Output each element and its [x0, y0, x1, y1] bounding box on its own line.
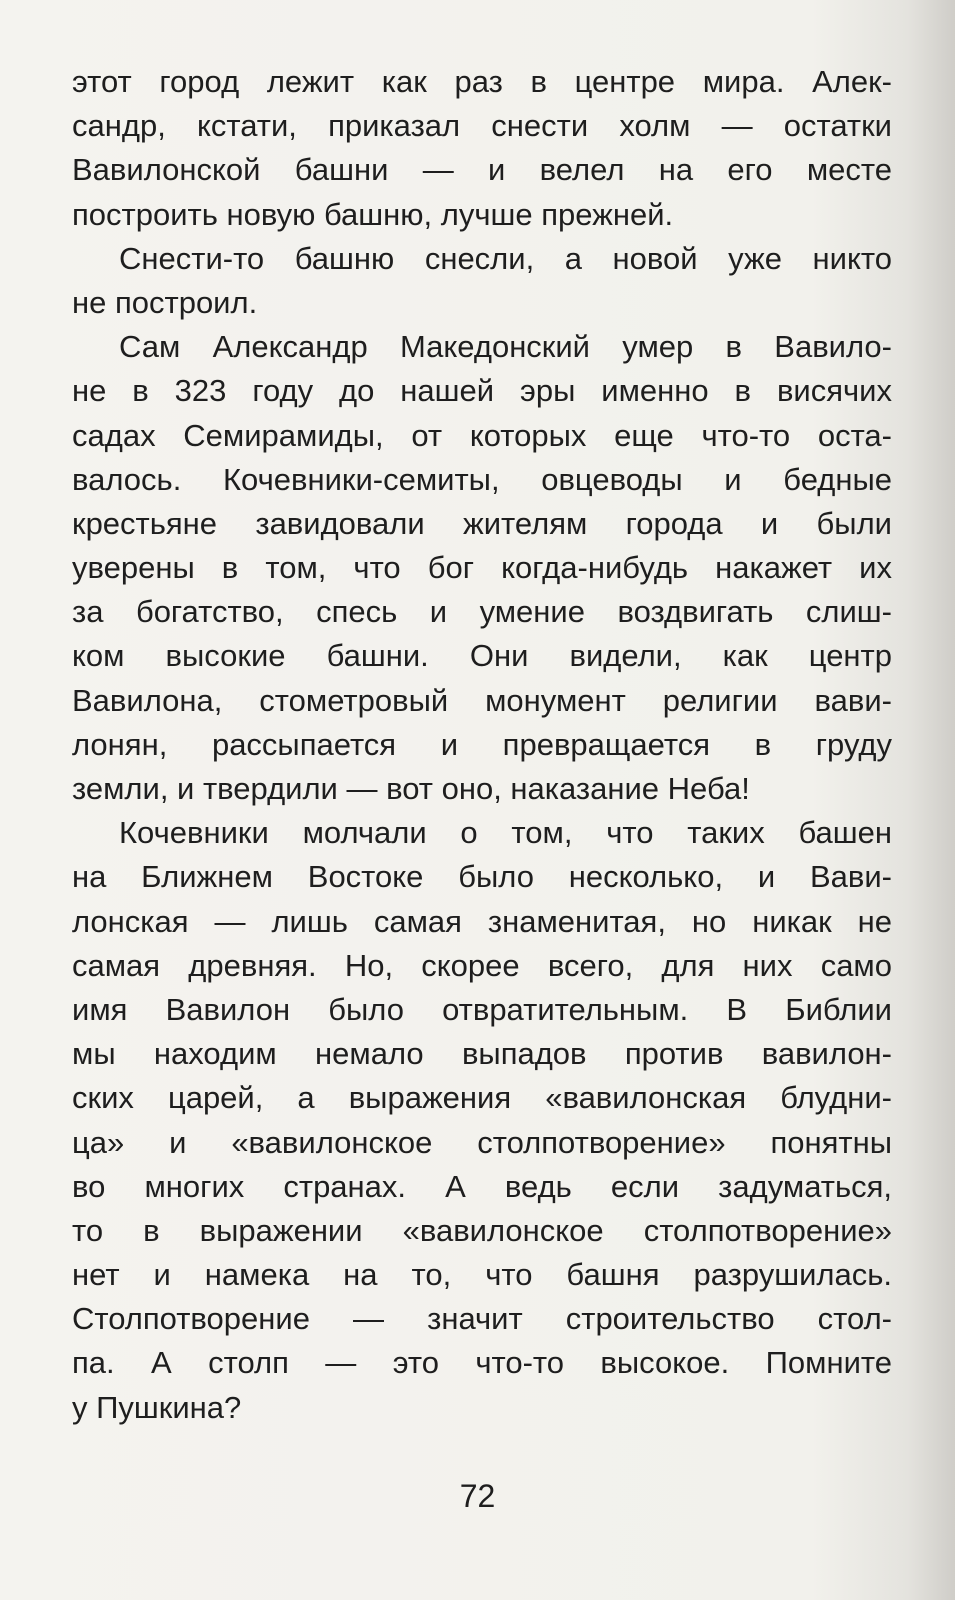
- text-line: Вавилонской башни — и велел на его месте: [72, 152, 892, 188]
- text-line: мы находим немало выпадов против вавилон-: [72, 1036, 892, 1072]
- text-line: самая древняя. Но, скорее всего, для них само: [72, 947, 892, 983]
- text-line: уверены в том, что бог когда-нибудь накажет их: [72, 550, 892, 586]
- text-line: на Ближнем Востоке было несколько, и Вави-: [72, 859, 892, 895]
- text-line: то в выражении «вавилонское столпотворение»: [72, 1212, 892, 1248]
- text-line: лонян, рассыпается и превращается в груду: [72, 726, 892, 762]
- text-line: ком высокие башни. Они видели, как центр: [72, 638, 892, 674]
- text-line: у Пушкина?: [72, 1389, 242, 1425]
- text-line: Столпотворение — значит строительство стол-: [72, 1301, 892, 1337]
- page-text: [72, 60, 892, 1430]
- text-line: не построил.: [72, 284, 258, 320]
- text-line: построить новую башню, лучше прежней.: [72, 196, 674, 232]
- text-line: Кочевники молчали о том, что таких башен: [119, 815, 892, 851]
- text-line: па. А столп — это что-то высокое. Помните: [72, 1345, 892, 1381]
- text-line: валось. Кочевники-семиты, овцеводы и бедные: [72, 461, 892, 497]
- text-line: ца» и «вавилонское столпотворение» понятны: [72, 1124, 892, 1160]
- text-line: лонская — лишь самая знаменитая, но никак не: [72, 903, 892, 939]
- text-line: во многих странах. А ведь если задуматься,: [72, 1168, 892, 1204]
- text-line: сандр, кстати, приказал снести холм — остатки: [72, 108, 892, 144]
- text-line: садах Семирамиды, от которых еще что-то оста-: [72, 417, 892, 453]
- page-number: 72: [459, 1478, 496, 1514]
- text-line: ских царей, а выражения «вавилонская блудни-: [72, 1080, 892, 1116]
- text-line: имя Вавилон было отвратительным. В Библии: [72, 991, 892, 1027]
- text-line: нет и намека на то, что башня разрушилась.: [72, 1257, 892, 1293]
- text-line: этот город лежит как раз в центре мира. Алек-: [72, 64, 892, 99]
- text-line: Снести-то башню снесли, а новой уже никто: [119, 240, 892, 276]
- text-line: за богатство, спесь и умение воздвигать слиш-: [72, 594, 892, 630]
- text-line: Вавилона, стометровый монумент религии вави-: [72, 682, 892, 718]
- text-line: земли, и твердили — вот оно, наказание Неба!: [72, 771, 750, 806]
- text-line: не в 323 году до нашей эры именно в висячих: [72, 373, 892, 409]
- text-line: Сам Александр Македонский умер в Вавило-: [119, 329, 892, 365]
- text-line: крестьяне завидовали жителям города и были: [72, 505, 892, 541]
